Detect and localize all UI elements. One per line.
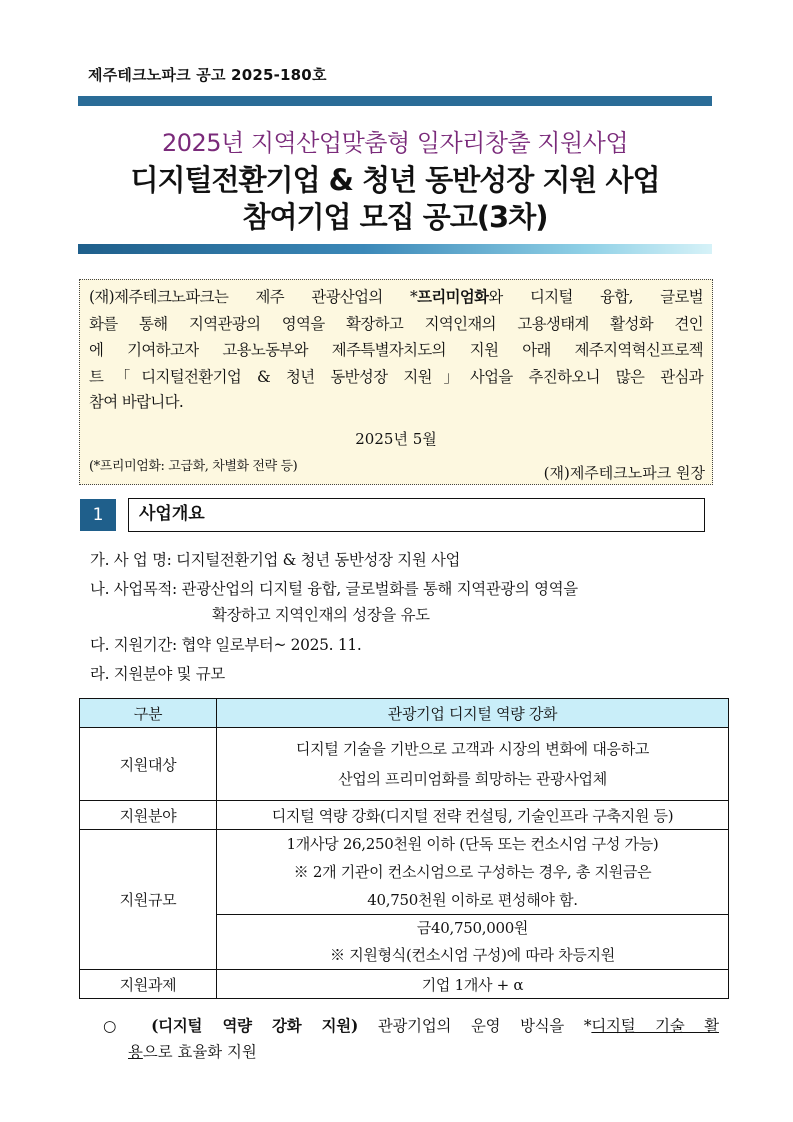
page-title-line2: 참여기업 모집 공고(3차) <box>242 200 548 234</box>
bullet-marker: ○ <box>103 1017 132 1035</box>
scale-line: 40,750천원 이하로 편성해야 함. <box>367 891 578 909</box>
target-line: 산업의 프리미엄화를 희망하는 관광사업체 <box>338 770 607 788</box>
intro-paragraph <box>89 284 703 390</box>
table-row <box>80 801 729 830</box>
notice-date: 2025년 5월 <box>355 430 437 448</box>
section-number-badge: 1 <box>80 499 116 531</box>
intro-line: (재)제주테크노파크는 제주 관광산업의 *프리미엄화와 디지털 융합, 글로벌 <box>89 288 704 306</box>
scale-line: ※ 2개 기관이 컨소시엄으로 구성하는 경우, 총 지원금은 <box>293 863 652 881</box>
table-header-category: 구분 <box>80 699 217 728</box>
bullet-text: 관광기업의 운영 방식을 * <box>358 1017 592 1035</box>
bullet-text-cont: 으로 효율화 지원 <box>142 1043 257 1061</box>
row-value-task: 기업 1개사 + α <box>217 970 729 999</box>
row-label-target: 지원대상 <box>80 728 217 801</box>
row-value-scale-total <box>217 915 729 970</box>
overview-item-purpose-cont: 확장하고 지역인재의 성장을 유도 <box>212 606 430 624</box>
intro-line: 트「디지털전환기업 & 청년 동반성장 지원」사업을 추진하오니 많은 관심과 <box>89 367 703 386</box>
notice-number: 제주테크노파크 공고 2025-180호 <box>88 66 327 84</box>
bullet-item-cont <box>128 1040 257 1062</box>
bullet-underlined: 디지털 기술 활 <box>591 1017 719 1035</box>
intro-line: 화를 통해 지역관광의 영역을 확장하고 지역인재의 고용생태계 활성화 견인 <box>89 314 703 333</box>
row-label-task: 지원과제 <box>80 970 217 999</box>
row-label-field: 지원분야 <box>80 801 217 830</box>
title-bottom-bar <box>78 244 712 254</box>
table-row <box>80 830 729 915</box>
overview-item-purpose: 나. 사업목적: 관광산업의 디지털 융합, 글로벌화를 통해 지역관광의 영역을 <box>90 580 578 598</box>
overview-item-name: 가. 사 업 명: 디지털전환기업 & 청년 동반성장 지원 사업 <box>90 551 461 569</box>
intro-footnote: (*프리미엄화: 고급화, 차별화 전략 등) <box>89 459 298 474</box>
signer: (재)제주테크노파크 원장 <box>543 464 705 482</box>
bullet-underlined-cont: 용 <box>128 1043 143 1061</box>
row-value-field: 디지털 역량 강화(디지털 전략 컨설팅, 기술인프라 구축지원 등) <box>217 801 729 830</box>
section-title: 사업개요 <box>128 498 705 532</box>
row-label-scale: 지원규모 <box>80 830 217 970</box>
intro-line: 에 기여하고자 고용노동부와 제주특별자치도의 지원 아래 제주지역혁신프로젝 <box>89 341 703 359</box>
table-row <box>80 970 729 999</box>
overview-item-scope: 라. 지원분야 및 규모 <box>90 665 225 683</box>
scale-line: 1개사당 26,250천원 이하 (단독 또는 컨소시엄 구성 가능) <box>286 835 659 853</box>
table-header-program: 관광기업 디지털 역량 강화 <box>217 699 729 728</box>
support-table <box>79 698 729 999</box>
target-line: 디지털 기술을 기반으로 고객과 시장의 변화에 대응하고 <box>295 740 650 758</box>
scale-line: 금40,750,000원 <box>416 919 529 937</box>
page-title-line1: 디지털전환기업 & 청년 동반성장 지원 사업 <box>130 163 660 197</box>
row-value-scale-main <box>217 830 729 915</box>
intro-last-line: 참여 바랍니다. <box>89 393 184 411</box>
row-value-target <box>217 728 729 801</box>
bullet-bold-title: (디지털 역량 강화 지원) <box>151 1017 359 1035</box>
program-subtitle: 2025년 지역산업맞춤형 일자리창출 지원사업 <box>161 129 629 157</box>
table-row <box>80 728 729 801</box>
bullet-item <box>103 1014 719 1036</box>
title-top-bar <box>78 96 712 106</box>
overview-item-period: 다. 지원기간: 협약 일로부터~ 2025. 11. <box>90 636 362 654</box>
table-header-row <box>80 699 729 728</box>
scale-line: ※ 지원형식(컨소시엄 구성)에 따라 차등지원 <box>330 946 615 964</box>
